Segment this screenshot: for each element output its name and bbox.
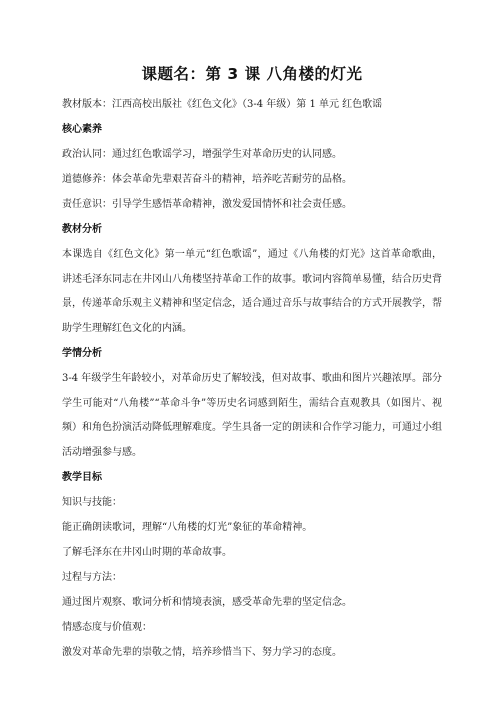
goals-attitude-item: 激发对革命先辈的崇敬之情，培养珍惜当下、努力学习的态度。 xyxy=(62,647,342,658)
students-paragraph: 3-4 年级学生年龄较小，对革命历史了解较浅，但对故事、歌曲和图片兴趣浓厚。部分学生可能对“八角楼”“革命斗争”等历史名词感到陌生，需结合直观教具（如图片、视频）和角色扮演活动降低理解难度。学生具备一定的朗读和合作学习能力，可通过小组活动增强参与感。 xyxy=(62,373,442,458)
students-heading: 学情分析 xyxy=(62,348,102,359)
core-item-responsibility: 责任意识：引导学生感悟革命精神，激发爱国情怀和社会责任感。 xyxy=(62,199,352,210)
analysis-paragraph: 本课选自《红色文化》第一单元“红色歌谣”，通过《八角楼的灯光》这首革命歌曲，讲述毛泽东同志在井冈山八角楼坚持革命工作的故事。歌词内容简单易懂，结合历史背景，传递革命乐观主义精神和坚定信念，适合通过音乐与故事结合的方式开展教学，帮助学生理解红色文化的内涵。 xyxy=(62,249,442,334)
goals-knowledge-item-1: 能正确朗读歌词，理解“八角楼的灯光”象征的革命精神。 xyxy=(62,522,313,533)
edition-line: 教材版本：江西高校出版社《红色文化》（3-4 年级）第 1 单元 红色歌谣 xyxy=(62,99,383,110)
goals-heading: 教学目标 xyxy=(62,472,102,483)
goals-attitude-label: 情感态度与价值观： xyxy=(62,622,152,633)
core-item-political: 政治认同：通过红色歌谣学习，增强学生对革命历史的认同感。 xyxy=(62,149,342,160)
core-heading: 核心素养 xyxy=(62,124,102,135)
goals-knowledge-label: 知识与技能： xyxy=(62,497,122,508)
analysis-heading: 教材分析 xyxy=(62,224,102,235)
goals-knowledge-item-2: 了解毛泽东在井冈山时期的革命故事。 xyxy=(62,547,232,558)
document-title: 课题名：第 3 课 八角楼的灯光 xyxy=(141,65,363,83)
goals-process-item: 通过图片观察、歌词分析和情境表演，感受革命先辈的坚定信念。 xyxy=(62,597,352,608)
core-item-moral: 道德修养：体会革命先辈艰苦奋斗的精神，培养吃苦耐劳的品格。 xyxy=(62,174,352,185)
goals-process-label: 过程与方法： xyxy=(62,572,122,583)
